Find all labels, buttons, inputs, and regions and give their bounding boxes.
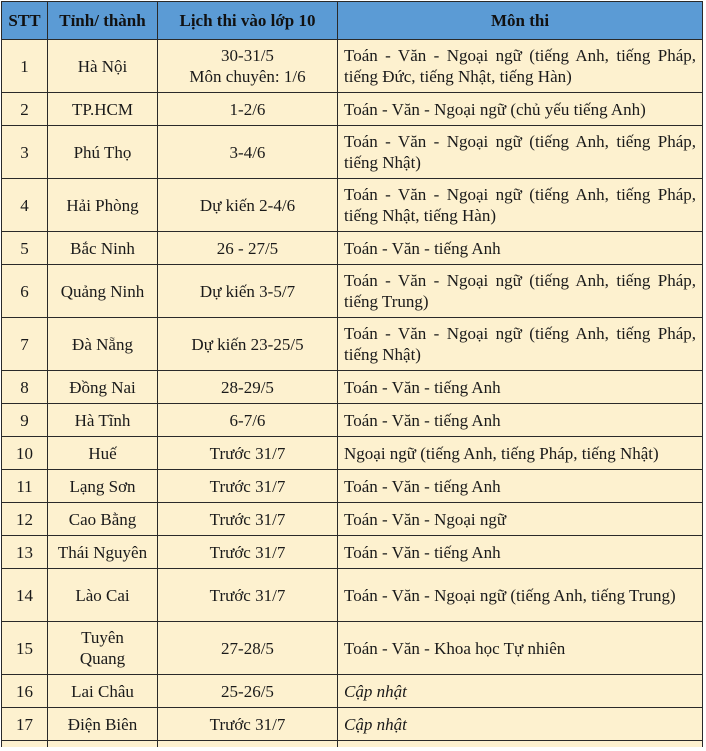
cell-stt: 7	[2, 318, 48, 371]
cell-subjects: Toán - Văn - Ngoại ngữ (tiếng Anh, tiếng Trung)	[338, 569, 703, 622]
cell-subjects: Cập nhật	[338, 675, 703, 708]
cell-stt: 14	[2, 569, 48, 622]
cell-province: Lào Cai	[48, 569, 158, 622]
cell-date	[158, 708, 338, 741]
exam-schedule-table	[1, 1, 703, 747]
cell-date	[158, 93, 338, 126]
cell-subjects: Ngoại ngữ (tiếng Anh, tiếng Pháp, tiếng Nhật)	[338, 437, 703, 470]
table-row	[2, 318, 703, 371]
date-line: Dự kiến 3-5/7	[199, 281, 296, 301]
table-row	[2, 675, 703, 708]
cell-stt: 4	[2, 179, 48, 232]
cell-stt: 6	[2, 265, 48, 318]
cell-date	[158, 503, 338, 536]
table-row	[2, 93, 703, 126]
header-subjects: Môn thi	[338, 2, 703, 40]
cell-stt: 3	[2, 126, 48, 179]
cell-date	[158, 265, 338, 318]
date-line: Trước 31/7	[209, 714, 286, 734]
date-line: 3-4/6	[229, 142, 266, 162]
cell-subjects: Toán - Văn - tiếng Anh	[338, 404, 703, 437]
cell-subjects: Toán - Văn - Khoa học Tự nhiên	[338, 622, 703, 675]
cell-date	[158, 569, 338, 622]
cell-stt: 11	[2, 470, 48, 503]
cell-province: Lạng Sơn	[48, 470, 158, 503]
cell-stt: 12	[2, 503, 48, 536]
cell-date	[158, 622, 338, 675]
cell-province: Hải Phòng	[48, 179, 158, 232]
cell-stt: 17	[2, 708, 48, 741]
date-line: 25-26/5	[221, 681, 274, 701]
table-row	[2, 569, 703, 622]
cell-date	[158, 40, 338, 93]
cell-province	[48, 622, 158, 675]
cell-stt: 10	[2, 437, 48, 470]
table-row	[2, 708, 703, 741]
cell-empty	[158, 741, 338, 748]
table-row-partial	[2, 741, 703, 748]
cell-stt: 1	[2, 40, 48, 93]
table-row	[2, 470, 703, 503]
header-province: Tỉnh/ thành	[48, 2, 158, 40]
cell-subjects: Toán - Văn - Ngoại ngữ	[338, 503, 703, 536]
table-row	[2, 126, 703, 179]
table-row	[2, 40, 703, 93]
cell-subjects: Toán - Văn - tiếng Anh	[338, 470, 703, 503]
cell-subjects: Toán - Văn - tiếng Anh	[338, 371, 703, 404]
table-row	[2, 622, 703, 675]
date-line: Trước 31/7	[209, 476, 286, 496]
cell-date	[158, 470, 338, 503]
date-line: 26 - 27/5	[216, 238, 279, 258]
cell-empty	[338, 741, 703, 748]
table-row	[2, 371, 703, 404]
cell-date	[158, 437, 338, 470]
cell-province: TP.HCM	[48, 93, 158, 126]
cell-province: Thái Nguyên	[48, 536, 158, 569]
table-row	[2, 179, 703, 232]
cell-subjects: Toán - Văn - Ngoại ngữ (tiếng Anh, tiếng Pháp, tiếng Nhật)	[338, 126, 703, 179]
cell-date	[158, 404, 338, 437]
date-line: 1-2/6	[229, 99, 266, 119]
cell-province: Bắc Ninh	[48, 232, 158, 265]
table-row	[2, 265, 703, 318]
cell-province: Đà Nẵng	[48, 318, 158, 371]
cell-date	[158, 371, 338, 404]
cell-subjects: Toán - Văn - Ngoại ngữ (tiếng Anh, tiếng Pháp, tiếng Nhật, tiếng Hàn)	[338, 179, 703, 232]
date-line: Trước 31/7	[209, 443, 286, 463]
cell-date	[158, 232, 338, 265]
cell-subjects: Toán - Văn - tiếng Anh	[338, 536, 703, 569]
cell-subjects: Toán - Văn - Ngoại ngữ (tiếng Anh, tiếng Pháp, tiếng Đức, tiếng Nhật, tiếng Hàn)	[338, 40, 703, 93]
date-line: Trước 31/7	[209, 542, 286, 562]
cell-province: Lai Châu	[48, 675, 158, 708]
cell-province: Quảng Ninh	[48, 265, 158, 318]
cell-province: Phú Thọ	[48, 126, 158, 179]
cell-date	[158, 675, 338, 708]
cell-subjects: Toán - Văn - Ngoại ngữ (tiếng Anh, tiếng Pháp, tiếng Nhật)	[338, 318, 703, 371]
header-stt: STT	[2, 2, 48, 40]
cell-subjects: Toán - Văn - Ngoại ngữ (tiếng Anh, tiếng Pháp, tiếng Trung)	[338, 265, 703, 318]
cell-subjects: Cập nhật	[338, 708, 703, 741]
cell-stt: 15	[2, 622, 48, 675]
cell-subjects: Toán - Văn - tiếng Anh	[338, 232, 703, 265]
cell-province: Hà Nội	[48, 40, 158, 93]
cell-stt: 8	[2, 371, 48, 404]
cell-province: Hà Tĩnh	[48, 404, 158, 437]
header-row	[2, 2, 703, 40]
header-date: Lịch thi vào lớp 10	[158, 2, 338, 40]
date-line: 28-29/5	[221, 377, 274, 397]
date-line: Môn chuyên: 1/6	[189, 67, 306, 86]
cell-province: Huế	[48, 437, 158, 470]
cell-province: Điện Biên	[48, 708, 158, 741]
cell-date	[158, 318, 338, 371]
cell-stt: 5	[2, 232, 48, 265]
cell-date	[158, 536, 338, 569]
cell-stt: 13	[2, 536, 48, 569]
date-line: 27-28/5	[221, 638, 274, 658]
cell-stt: 16	[2, 675, 48, 708]
date-line: Dự kiến 2-4/6	[199, 195, 296, 215]
cell-empty	[2, 741, 48, 748]
date-line: 6-7/6	[229, 410, 266, 430]
cell-date	[158, 179, 338, 232]
cell-subjects: Toán - Văn - Ngoại ngữ (chủ yếu tiếng Anh)	[338, 93, 703, 126]
table-row	[2, 536, 703, 569]
table-row	[2, 503, 703, 536]
table-row	[2, 404, 703, 437]
date-line: Trước 31/7	[209, 509, 286, 529]
cell-stt: 2	[2, 93, 48, 126]
cell-empty	[48, 741, 158, 748]
table-row	[2, 437, 703, 470]
cell-stt: 9	[2, 404, 48, 437]
date-line: Dự kiến 23-25/5	[191, 334, 304, 354]
date-line: 30-31/5	[221, 46, 274, 65]
table-body	[2, 40, 703, 748]
table-row	[2, 232, 703, 265]
cell-province: Cao Bằng	[48, 503, 158, 536]
cell-province: Đồng Nai	[48, 371, 158, 404]
province-line: Quang	[79, 649, 126, 668]
cell-date	[158, 126, 338, 179]
province-line: Tuyên	[81, 628, 124, 647]
date-line: Trước 31/7	[209, 585, 286, 605]
